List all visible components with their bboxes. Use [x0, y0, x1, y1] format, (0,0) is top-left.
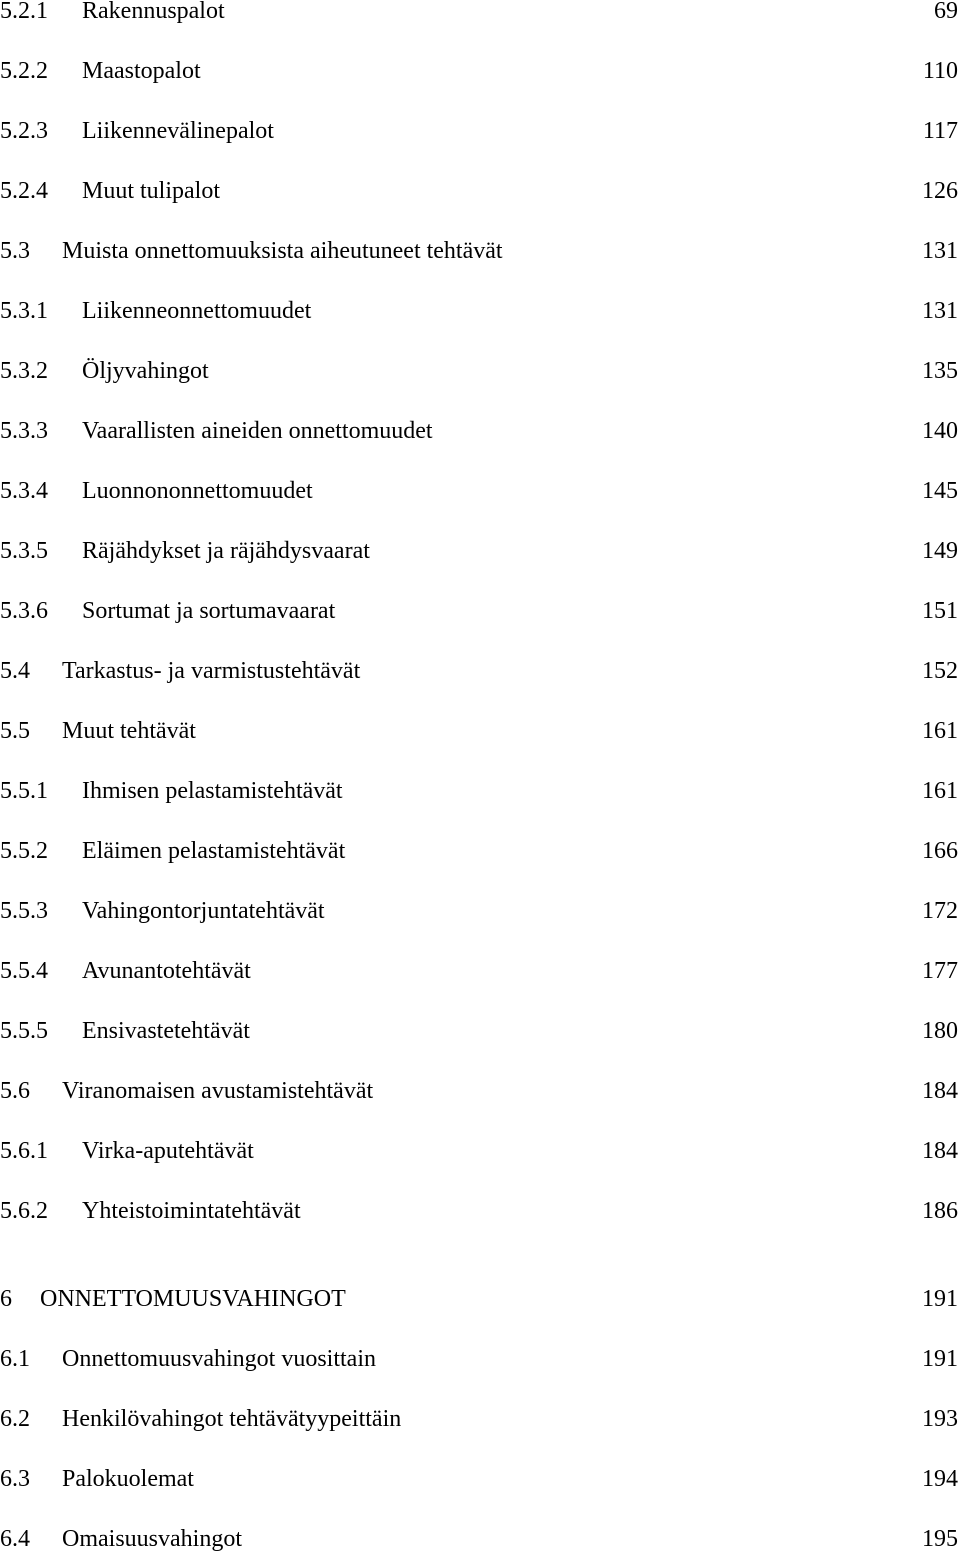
toc-entry[interactable] [0, 1194, 958, 1228]
toc-entry-page: 161 [922, 718, 958, 744]
toc-entry-number: 6.2 [0, 1406, 30, 1432]
toc-entry-number: 5.2.3 [0, 118, 48, 144]
toc-entry-title: ONNETTOMUUSVAHINGOT [40, 1286, 346, 1312]
toc-entry-title: Ensivastetehtävät [82, 1018, 250, 1044]
toc-entry-page: 180 [922, 1018, 958, 1044]
toc-entry[interactable] [0, 474, 958, 508]
toc-entry-title: Liikenneonnettomuudet [82, 298, 312, 324]
toc-entry-number: 5.6 [0, 1078, 30, 1104]
toc-entry-number: 5.3.2 [0, 358, 48, 384]
toc-entry-page: 161 [922, 778, 958, 804]
toc-entry-page: 152 [922, 658, 958, 684]
toc-entry[interactable] [0, 234, 958, 268]
toc-entry-page: 186 [922, 1198, 958, 1224]
toc-entry-number: 5.6.2 [0, 1198, 48, 1224]
toc-entry-page: 131 [922, 298, 958, 324]
toc-entry[interactable] [0, 1402, 958, 1436]
toc-entry-page: 131 [922, 238, 958, 264]
toc-entry[interactable] [0, 354, 958, 388]
toc-entry-title: Henkilövahingot tehtävätyypeittäin [62, 1406, 402, 1432]
toc-entry-page: 195 [922, 1526, 958, 1552]
toc-entry[interactable] [0, 1522, 958, 1556]
toc-entry-title: Öljyvahingot [82, 358, 209, 384]
toc-entry-page: 149 [922, 538, 958, 564]
toc-entry-page: 194 [922, 1466, 958, 1492]
toc-entry-page: 191 [922, 1346, 958, 1372]
toc-entry[interactable] [0, 54, 958, 88]
toc-entry-number: 5.3.6 [0, 598, 48, 624]
toc-entry-number: 5.3.4 [0, 478, 48, 504]
toc-entry-number: 5.3.1 [0, 298, 48, 324]
toc-entry-number: 5.5.4 [0, 958, 48, 984]
toc-entry-number: 5.2.4 [0, 178, 48, 204]
toc-entry-page: 135 [922, 358, 958, 384]
toc-entry-number: 5.5.2 [0, 838, 48, 864]
toc-entry[interactable] [0, 654, 958, 688]
toc-entry-page: 166 [922, 838, 958, 864]
toc-entry[interactable] [0, 534, 958, 568]
toc-entry-page: 140 [922, 418, 958, 444]
toc-entry-number: 5.5.3 [0, 898, 48, 924]
toc-entry[interactable] [0, 594, 958, 628]
toc-entry[interactable] [0, 1462, 958, 1496]
toc-entry-title: Palokuolemat [62, 1466, 194, 1492]
toc-entry-title: Ihmisen pelastamistehtävät [82, 778, 343, 804]
toc-entry[interactable] [0, 0, 958, 28]
toc-entry-title: Maastopalot [82, 58, 201, 84]
toc-entry-title: Virka-aputehtävät [82, 1138, 254, 1164]
toc-entry-page: 126 [922, 178, 958, 204]
toc-entry[interactable] [0, 834, 958, 868]
toc-entry-page: 69 [934, 0, 958, 24]
toc-entry[interactable] [0, 1014, 958, 1048]
toc-entry-number: 5.3.3 [0, 418, 48, 444]
toc-entry[interactable] [0, 1342, 958, 1376]
toc-entry[interactable] [0, 774, 958, 808]
toc-chapter-entry[interactable] [0, 1282, 958, 1316]
toc-entry-number: 5.2.1 [0, 0, 48, 24]
toc-entry-page: 151 [922, 598, 958, 624]
toc-entry-page: 191 [922, 1286, 958, 1312]
toc-entry-number: 5.6.1 [0, 1138, 48, 1164]
toc-entry-title: Vahingontorjuntatehtävät [82, 898, 325, 924]
toc-entry-number: 5.5 [0, 718, 30, 744]
toc-entry[interactable] [0, 714, 958, 748]
toc-entry-title: Avunantotehtävät [82, 958, 251, 984]
toc-entry-title: Rakennuspalot [82, 0, 225, 24]
toc-entry[interactable] [0, 114, 958, 148]
toc-entry-number: 5.3 [0, 238, 30, 264]
toc-entry-page: 110 [922, 58, 958, 84]
toc-entry-number: 5.2.2 [0, 58, 48, 84]
toc-entry-title: Muista onnettomuuksista aiheutuneet tehtävät [62, 238, 503, 264]
toc-entry-page: 184 [922, 1078, 958, 1104]
toc-entry[interactable] [0, 1074, 958, 1108]
toc-entry-page: 145 [922, 478, 958, 504]
toc-entry-title: Eläimen pelastamistehtävät [82, 838, 346, 864]
toc-entry-number: 5.3.5 [0, 538, 48, 564]
toc-entry-title: Sortumat ja sortumavaarat [82, 598, 336, 624]
toc-entry-title: Onnettomuusvahingot vuosittain [62, 1346, 376, 1372]
toc-entry[interactable] [0, 294, 958, 328]
toc-entry-number: 6 [0, 1286, 12, 1312]
toc-entry-page: 193 [922, 1406, 958, 1432]
toc-entry-title: Omaisuusvahingot [62, 1526, 242, 1552]
toc-entry-title: Vaarallisten aineiden onnettomuudet [82, 418, 433, 444]
toc-entry-title: Yhteistoimintatehtävät [82, 1198, 301, 1224]
toc-entry-title: Räjähdykset ja räjähdysvaarat [82, 538, 370, 564]
toc-entry[interactable] [0, 174, 958, 208]
toc-entry-title: Muut tehtävät [62, 718, 196, 744]
toc-entry-title: Viranomaisen avustamistehtävät [62, 1078, 374, 1104]
toc-entry-number: 5.4 [0, 658, 30, 684]
toc-entry-title: Luonnononnettomuudet [82, 478, 313, 504]
toc-entry-title: Tarkastus- ja varmistustehtävät [62, 658, 361, 684]
toc-entry-page: 117 [922, 118, 958, 144]
toc-entry-number: 5.5.5 [0, 1018, 48, 1044]
toc-entry[interactable] [0, 414, 958, 448]
toc-entry-page: 177 [922, 958, 958, 984]
toc-entry-title: Muut tulipalot [82, 178, 220, 204]
toc-entry-number: 6.1 [0, 1346, 30, 1372]
toc-entry-number: 6.3 [0, 1466, 30, 1492]
toc-entry-title: Liikennevälinepalot [82, 118, 274, 144]
toc-entry[interactable] [0, 1134, 958, 1168]
toc-entry-page: 172 [922, 898, 958, 924]
toc-entry-page: 184 [922, 1138, 958, 1164]
toc-entry-number: 6.4 [0, 1526, 30, 1552]
toc-entry[interactable] [0, 954, 958, 988]
toc-entry[interactable] [0, 894, 958, 928]
toc-entry-number: 5.5.1 [0, 778, 48, 804]
